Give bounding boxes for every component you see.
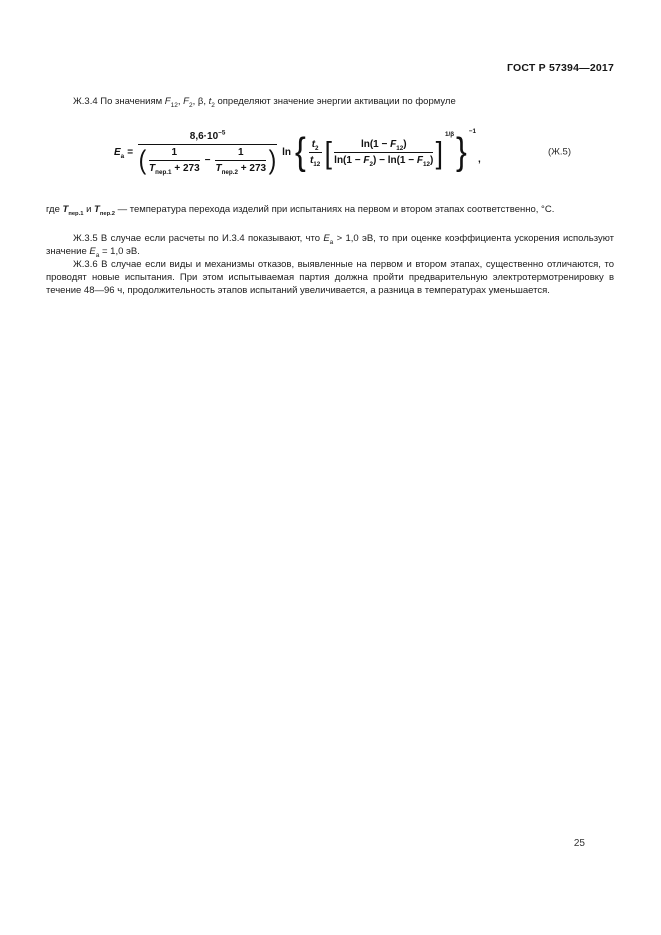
paragraph-where: [46, 203, 614, 216]
t12-denominator: [309, 153, 322, 166]
open-paren: (: [138, 144, 147, 175]
var-subscript: пер.1: [68, 210, 84, 217]
main-numerator: [138, 131, 277, 145]
ln-operator: ln: [282, 146, 291, 158]
inner-fraction-2: [215, 147, 266, 174]
text-run: определяют значение энергии активации по формуле: [214, 96, 456, 107]
log-denominator: [334, 153, 433, 166]
text-run: ,: [192, 96, 198, 107]
plus-273: + 273: [238, 162, 267, 174]
var-subscript: пер.2: [99, 210, 115, 217]
boltzmann-constant: 8,6·10: [189, 130, 219, 142]
var-letter: F: [416, 154, 423, 166]
equation-number: (Ж.5): [547, 146, 571, 158]
var-F12: [165, 96, 178, 107]
var-letter: t: [309, 154, 314, 166]
var-letter: F: [363, 154, 370, 166]
paragraph-zh36: Ж.3.6 В случае если виды и механизмы отказов, выявленные на первом и втором этапах, существенно отличаются, то проводят новые испытания. При этом испытываемая партия должна пройти предварительную электротермотренировку в течение 48—96 ч, продолжительность этапов испытаний увеличивается, а разница в температурах уменьшается.: [46, 259, 614, 296]
var-letter: E: [114, 146, 121, 158]
formula-zh5: $E_a$ = $8,6\cdot 10^{-5}$ ( $\frac{1}{T_{пер.1} + 273}$ − $\frac{1}{T_{пер.2} + 273}$ ) ln { $\frac{t_2}{t_{12}}$ [ $\frac{\ln(1 - F_{12})}{\ln(1 - F_2) - \ln(1 - F_{12})}$ ] 1/β } −1 ,: [114, 127, 481, 176]
numerator-one: 1: [215, 147, 266, 161]
time-ratio-fraction: [309, 139, 322, 166]
var-letter: T: [149, 162, 156, 174]
trailing-comma: ,: [477, 153, 481, 165]
log-numerator: [334, 139, 433, 153]
text-run: ): [430, 154, 434, 166]
var-subscript: 2: [369, 160, 373, 168]
var-letter: E: [323, 233, 330, 244]
equals-sign: =: [127, 146, 134, 158]
var-subscript: 12: [313, 160, 321, 168]
var-letter: T: [62, 204, 69, 215]
page-number: 25: [573, 838, 585, 849]
var-letter: E: [89, 246, 96, 257]
var-subscript: 12: [396, 144, 404, 152]
var-F2: [183, 96, 192, 107]
main-denominator: [138, 145, 277, 174]
var-letter: F: [390, 138, 397, 150]
var-subscript: a: [329, 238, 334, 246]
text-run: Ж.3.4 По значениям: [73, 96, 165, 107]
var-subscript: пер.1: [155, 168, 172, 176]
text-run: ln(1 −: [360, 138, 391, 150]
var-letter: F: [164, 96, 171, 107]
text-run: где: [46, 204, 63, 215]
numerator-one: 1: [149, 147, 200, 161]
inner-fraction-1: [149, 147, 200, 174]
text-run: — температура перехода изделий при испытаниях на первом и втором этапах соответственно, °С.: [114, 204, 555, 215]
close-paren: ): [268, 144, 277, 175]
var-Tper2: [94, 204, 115, 215]
text-run: = 1,0 эВ.: [99, 246, 140, 257]
text-run: Ж.3.5 В случае если расчеты по И.3.4 показывают, что: [73, 233, 324, 244]
paragraph-zh34: [46, 95, 614, 108]
formula-block: [46, 108, 614, 196]
minus-sign: −: [204, 154, 211, 166]
var-beta: β: [197, 96, 204, 107]
var-Ea: [323, 233, 333, 244]
var-subscript: a: [120, 152, 125, 160]
var-subscript: 2: [188, 101, 193, 109]
var-subscript: a: [95, 251, 100, 259]
var-letter: F: [183, 96, 189, 107]
text-run: ): [403, 138, 407, 150]
denominator-T1: [149, 161, 200, 174]
denominator-T2: [215, 161, 266, 174]
var-subscript: 2: [211, 101, 215, 109]
close-brace: }: [456, 131, 467, 173]
var-Tper1: [63, 204, 84, 215]
doc-number: ГОСТ Р 57394—2017: [506, 62, 614, 74]
paragraph-zh35: [46, 232, 614, 258]
close-bracket: ]: [436, 134, 444, 170]
text-run: ) − ln(1 −: [372, 154, 417, 166]
text-run: и: [83, 204, 95, 215]
text-run: ln(1 −: [334, 154, 364, 166]
var-Ea: [114, 147, 124, 158]
var-subscript: 12: [423, 160, 431, 168]
plus-273: + 273: [171, 162, 200, 174]
var-letter: T: [94, 204, 100, 215]
var-letter: t: [311, 138, 316, 150]
var-Ea: [89, 246, 99, 257]
document-header: [46, 62, 614, 74]
text-run: ,: [177, 96, 184, 107]
var-subscript: 12: [170, 101, 178, 109]
text-run: > 1,0 эВ, то при оценке коэффициента ускорения используют значение: [46, 233, 614, 257]
log-ratio-fraction: [334, 139, 433, 166]
var-letter: t: [208, 96, 212, 107]
text-run: ,: [203, 96, 209, 107]
var-subscript: пер.2: [221, 168, 238, 176]
var-subscript: 2: [315, 144, 319, 152]
constant-exponent: −5: [218, 129, 226, 137]
open-bracket: [: [324, 134, 332, 170]
main-fraction: [138, 131, 277, 174]
t2-numerator: [309, 139, 322, 153]
var-letter: T: [215, 162, 222, 174]
open-brace: {: [294, 131, 306, 173]
